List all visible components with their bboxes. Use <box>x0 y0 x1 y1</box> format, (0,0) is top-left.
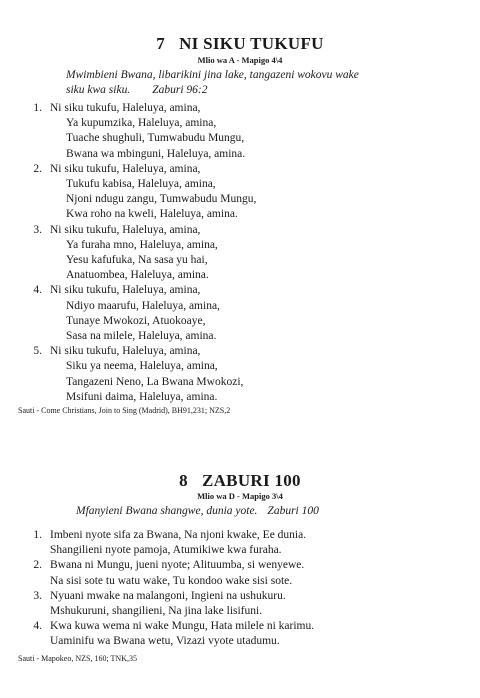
verse-line: Tuache shughuli, Tumwabudu Mungu, <box>66 132 245 145</box>
verse-line: Anatuombea, Haleluya, amina. <box>66 269 209 282</box>
verse-line: Kwa kuwa wema ni wake Mungu, Hata milele ni karimu. <box>50 620 315 633</box>
verse-line: Siku ya neema, Haleluya, amina, <box>66 360 218 373</box>
verse-line: Bwana wa mbinguni, Haleluya, amina. <box>66 147 246 160</box>
verse-number: 3. <box>33 223 42 236</box>
song-number: 7 <box>156 34 166 53</box>
song-7-meter: Mlio wa A - Mapigo 4\4 <box>197 55 283 65</box>
verse-line: Kwa roho na kweli, Haleluya, amina. <box>66 208 238 221</box>
song-title-text: ZABURI 100 <box>201 471 301 490</box>
song-title-text: NI SIKU TUKUFU <box>179 34 324 53</box>
verse-number: 2. <box>33 559 42 572</box>
song-7-title <box>0 34 480 54</box>
verse-number: 3. <box>33 589 42 602</box>
verse-line: Tunaye Mwokozi, Atuokoaye, <box>66 314 206 327</box>
verse-line: Mshukuruni, shangilieni, Na jina lake lisifuni. <box>50 604 263 617</box>
verse-number: 1. <box>33 529 42 541</box>
verse-line: Sasa na milele, Haleluya, amina. <box>66 329 217 342</box>
verse-number: 4. <box>33 620 42 633</box>
song-7-epigraph <box>66 68 359 98</box>
verse-line: Msifuni daima, Haleluya, amina. <box>66 390 218 403</box>
verse-line: Ya furaha mno, Haleluya, amina, <box>66 238 218 251</box>
verse-line: Shangilieni nyote pamoja, Atumikiwe kwa furaha. <box>50 544 282 557</box>
verse-number: 4. <box>33 284 42 297</box>
verse-line: Imbeni nyote sifa za Bwana, Na njoni kwake, Ee dunia. <box>50 529 307 541</box>
verse-line: Tangazeni Neno, La Bwana Mwokozi, <box>66 375 244 388</box>
song-8-title <box>0 471 480 491</box>
epigraph-line-text: Mfanyieni Bwana shangwe, dunia yote. <box>76 505 258 517</box>
verse-line: Ndiyo maarufu, Haleluya, amina, <box>66 299 220 312</box>
song-8-meter: Mlio wa D - Mapigo 3\4 <box>197 491 283 501</box>
song-number: 8 <box>179 471 188 490</box>
verse-number: 1. <box>33 102 42 114</box>
verse-line: Njoni ndugu zangu, Tumwabudu Mungu, <box>66 193 257 206</box>
verse-line: Bwana ni Mungu, jueni nyote; Alituumba, si wenyewe. <box>50 559 305 572</box>
verse-line: Ni siku tukufu, Haleluya, amina, <box>50 162 201 175</box>
verse-line: Yesu kafufuka, Na sasa yu hai, <box>66 253 208 266</box>
verse-line: Ni siku tukufu, Haleluya, amina, <box>50 223 201 236</box>
verse-line: Ni siku tukufu, Haleluya, amina, <box>50 284 201 297</box>
verse-number: 5. <box>33 345 42 358</box>
epigraph-reference: Zaburi 96:2 <box>152 84 208 96</box>
song-8-epigraph <box>76 504 319 519</box>
song-7-source: Sauti - Come Christians, Join to Sing (Madrid), BH91,231; NZS,2 <box>18 406 231 415</box>
epigraph-line <box>66 83 359 98</box>
verse-line: Uaminifu wa Bwana wetu, Vizazi vyote utadumu. <box>50 635 280 648</box>
song-8-source: Sauti - Mapokeo, NZS, 160; TNK,35 <box>18 654 137 663</box>
verse-number: 2. <box>33 162 42 175</box>
verse-line: Nyuani mwake na malangoni, Ingieni na ushukuru. <box>50 589 286 602</box>
verse-line: Na sisi sote tu watu wake, Tu kondoo wake sisi sote. <box>50 574 293 587</box>
epigraph-line-text: siku kwa siku. <box>66 84 131 96</box>
verse-line: Tukufu kabisa, Haleluya, amina, <box>66 177 216 190</box>
verse-line: Ni siku tukufu, Haleluya, amina, <box>50 345 201 358</box>
verse-line: Ni siku tukufu, Haleluya, amina, <box>50 102 201 114</box>
epigraph-line: Mwimbieni Bwana, libarikini jina lake, tangazeni wokovu wake <box>66 69 359 81</box>
epigraph-reference: Zaburi 100 <box>267 505 319 517</box>
verse-line: Ya kupumzika, Haleluya, amina, <box>66 117 217 130</box>
epigraph-line <box>76 504 319 519</box>
